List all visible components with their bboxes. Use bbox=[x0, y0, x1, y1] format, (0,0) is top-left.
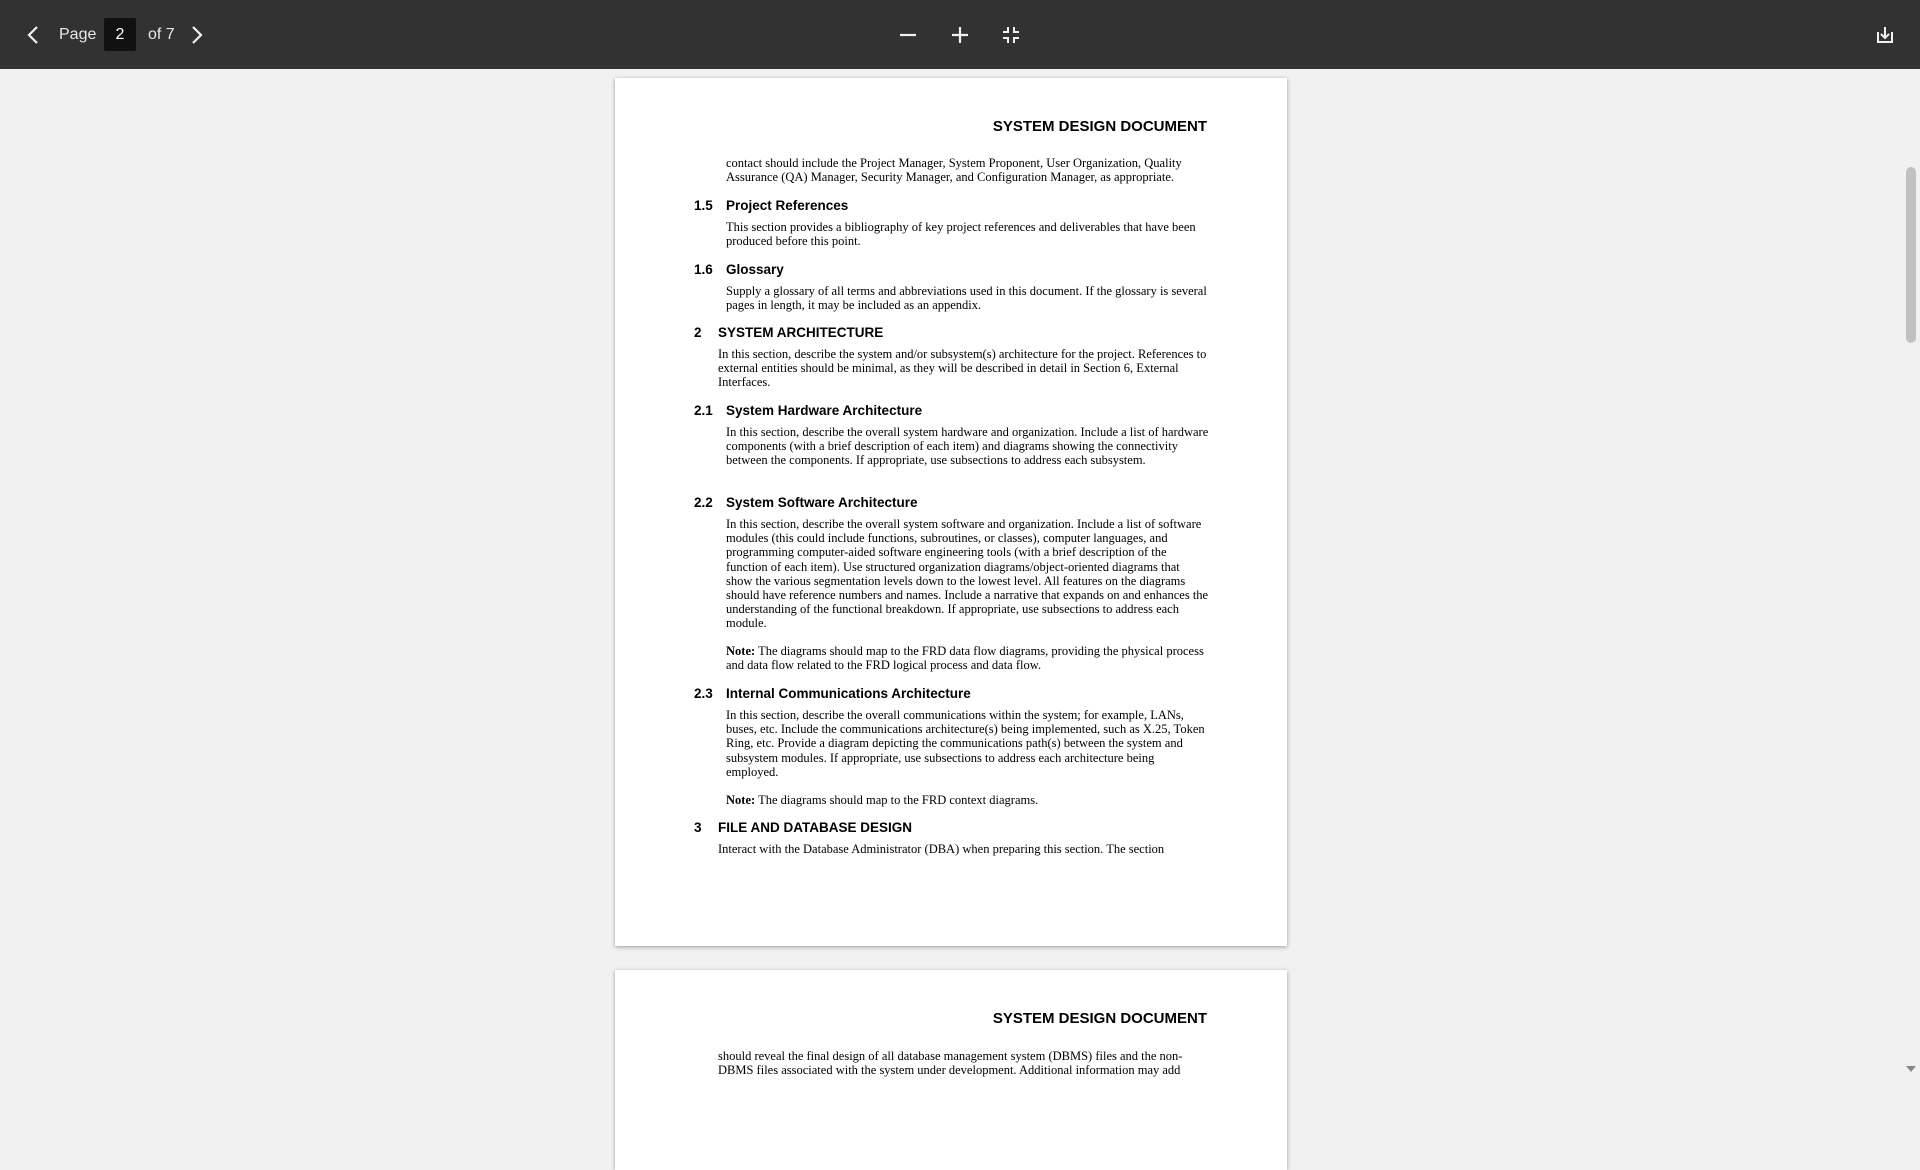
plus-icon bbox=[948, 23, 972, 47]
chevron-left-icon bbox=[22, 23, 46, 47]
intro-paragraph: should reveal the final design of all database management system (DBMS) files and the non-DBMS files associated with the system under development. Additional information may add bbox=[718, 1049, 1183, 1078]
paragraph-1-6: Supply a glossary of all terms and abbreviations used in this document. If the glossary is several pages in length, it may be included as an appendix. bbox=[726, 284, 1207, 313]
page-header: SYSTEM DESIGN DOCUMENT bbox=[992, 118, 1207, 135]
intro-paragraph: contact should include the Project Manager, System Proponent, User Organization, Quality Assurance (QA) Manager, Security Manager, and Configuration Manager, as appropriate. bbox=[726, 156, 1182, 185]
paragraph-1-5: This section provides a bibliography of key project references and deliverables that have been produced before this point. bbox=[726, 220, 1196, 249]
previous-page-button[interactable] bbox=[17, 18, 51, 52]
zoom-out-button[interactable] bbox=[891, 18, 925, 52]
paragraph-3: Interact with the Database Administrator (DBA) when preparing this section. The section bbox=[718, 842, 1165, 856]
download-button[interactable] bbox=[1868, 18, 1902, 52]
heading-2-1: 2.1 System Hardware Architecture bbox=[694, 403, 923, 418]
heading-2: 2 SYSTEM ARCHITECTURE bbox=[694, 325, 884, 340]
next-page-button[interactable] bbox=[179, 18, 213, 52]
download-icon bbox=[1873, 23, 1897, 47]
note-2-3: Note: The diagrams should map to the FRD context diagrams. bbox=[726, 793, 1039, 807]
paragraph-2-1: In this section, describe the overall system hardware and organization. Include a list of hardware components (with a brief description of each item) and diagrams showing the connectivity between the components. If appropriate, use subsections to address each subsystem. bbox=[726, 425, 1209, 468]
paragraph-2-2: In this section, describe the overall system software and organization. Include a list of software modules (this could include functions, subroutines, or classes), computer languages, and programming computer-aided software engineering tools (with a brief description of the function of each item). Use structured organization diagrams/object-oriented diagrams that show the various segmentation levels down to the lowest level. All features on the diagrams should have reference numbers and names. Include a narrative that expands on and enhances the understanding of the functional breakdown. If appropriate, use subsections to address each module. bbox=[726, 517, 1209, 631]
heading-1-6: 1.6 Glossary bbox=[694, 262, 784, 277]
zoom-in-button[interactable] bbox=[943, 18, 977, 52]
scrollbar-thumb[interactable] bbox=[1906, 167, 1916, 343]
page-number-input[interactable] bbox=[104, 18, 136, 51]
page-label: Page bbox=[59, 26, 97, 43]
fit-page-button[interactable] bbox=[994, 18, 1028, 52]
viewer-toolbar bbox=[0, 0, 1920, 69]
paragraph-2-3: In this section, describe the overall communications within the system; for example, LANs, buses, etc. Include the communications architecture(s) being implemented, such as X.25, Token Ring, etc. Provide a diagram depicting the communications path(s) between the system and subsystem modules. If appropriate, use subsections to address each architecture being employed. bbox=[726, 708, 1205, 779]
scroll-down-arrow-icon[interactable] bbox=[1906, 1066, 1916, 1072]
document-page-3 bbox=[615, 970, 1287, 1170]
chevron-right-icon bbox=[184, 23, 208, 47]
fit-page-icon bbox=[999, 23, 1023, 47]
heading-1-5: 1.5 Project References bbox=[694, 198, 849, 213]
document-page-2 bbox=[615, 78, 1287, 946]
heading-3: 3 FILE AND DATABASE DESIGN bbox=[694, 820, 913, 835]
page-count-label: of 7 bbox=[148, 26, 175, 43]
page-header: SYSTEM DESIGN DOCUMENT bbox=[992, 1010, 1207, 1027]
heading-2-3: 2.3 Internal Communications Architecture bbox=[694, 686, 971, 701]
note-2-2: Note: The diagrams should map to the FRD data flow diagrams, providing the physical process and data flow related to the FRD logical process and data flow. bbox=[726, 644, 1204, 673]
paragraph-2: In this section, describe the system and/or subsystem(s) architecture for the project. References to external entities should be minimal, as they will be described in detail in Section 6, External Interfaces. bbox=[718, 347, 1207, 390]
minus-icon bbox=[896, 23, 920, 47]
heading-2-2: 2.2 System Software Architecture bbox=[694, 495, 918, 510]
